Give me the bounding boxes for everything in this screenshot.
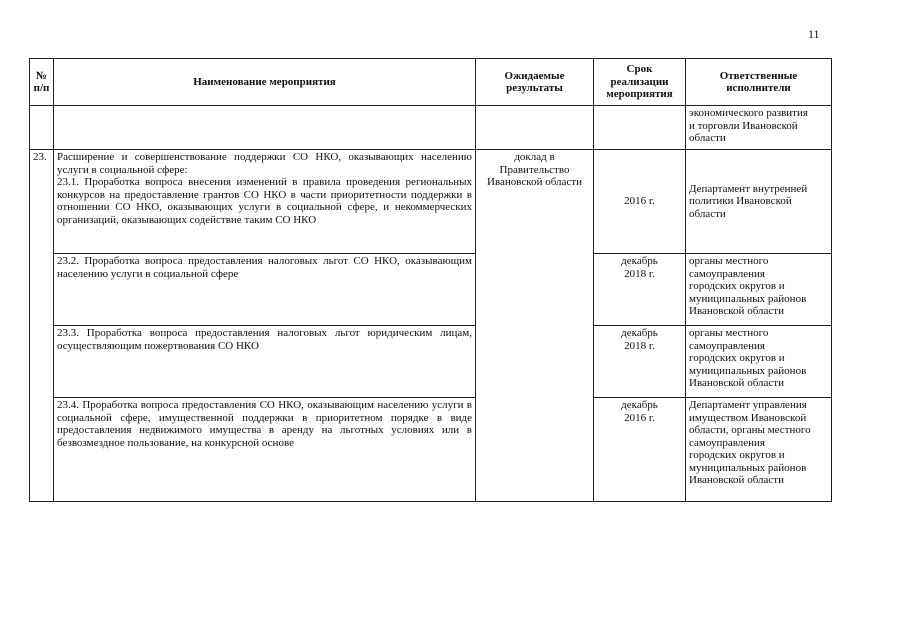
subitem-23-4-text: 23.4. Проработка вопроса предоставления СО НКО, оказывающим населению услуги в социальной сфере, имущественной поддержки в приоритетном порядке в виде предоставления недвижимого имущества в аренду на льготных условиях или в безвозмездное пользование, на конкурсной основе xyxy=(54,398,476,502)
continuation-executor: экономического развития и торговли Ивановской области xyxy=(686,106,832,150)
subitem-23-1-term: 2016 г. xyxy=(594,150,686,254)
item-title: Расширение и совершенствование поддержки СО НКО, оказывающих населению услуги в социальной сфере: xyxy=(57,151,472,176)
page-number: 11 xyxy=(808,27,820,41)
header-name: Наименование мероприятия xyxy=(54,59,476,106)
subitem-23-2-executor: органы местного самоуправления городских округов и муниципальных районов Ивановской области xyxy=(686,254,832,326)
item-23-1-cell xyxy=(54,150,476,254)
item-number: 23. xyxy=(30,150,54,502)
subitem-23-1-executor: Департамент внутренней политики Ивановской области xyxy=(686,150,832,254)
table-header-row xyxy=(30,59,832,106)
table-row xyxy=(30,150,832,254)
subitem-23-4-executor: Департамент управления имуществом Ивановской области, органы местного самоуправления городских округов и муниципальных районов Ивановской области xyxy=(686,398,832,502)
subitem-23-4-term: декабрь 2016 г. xyxy=(594,398,686,502)
header-number: № п/п xyxy=(30,59,54,106)
header-term: Срок реализации мероприятия xyxy=(594,59,686,106)
expected-result: доклад в Правительство Ивановской области xyxy=(476,150,594,502)
header-results: Ожидаемые результаты xyxy=(476,59,594,106)
continuation-row xyxy=(30,106,832,150)
table-row xyxy=(30,398,832,502)
table-row xyxy=(30,326,832,398)
action-plan-table xyxy=(29,58,832,502)
table-row xyxy=(30,254,832,326)
subitem-23-2-text: 23.2. Проработка вопроса предоставления налоговых льгот СО НКО, оказывающим населению услуги в социальной сфере xyxy=(54,254,476,326)
header-executors: Ответственные исполнители xyxy=(686,59,832,106)
subitem-23-2-term: декабрь 2018 г. xyxy=(594,254,686,326)
subitem-23-1-text: 23.1. Проработка вопроса внесения изменений в правила проведения региональных конкурсов на предоставление грантов СО НКО в части приоритетности поддержки в отношении СО НКО, оказывающих услуги в социальной сфере, и некоммерческих организаций, оказывающих содействие таким СО НКО xyxy=(57,176,472,226)
subitem-23-3-text: 23.3. Проработка вопроса предоставления налоговых льгот юридическим лицам, осуществляющим пожертвования СО НКО xyxy=(54,326,476,398)
subitem-23-3-executor: органы местного самоуправления городских округов и муниципальных районов Ивановской области xyxy=(686,326,832,398)
subitem-23-3-term: декабрь 2018 г. xyxy=(594,326,686,398)
